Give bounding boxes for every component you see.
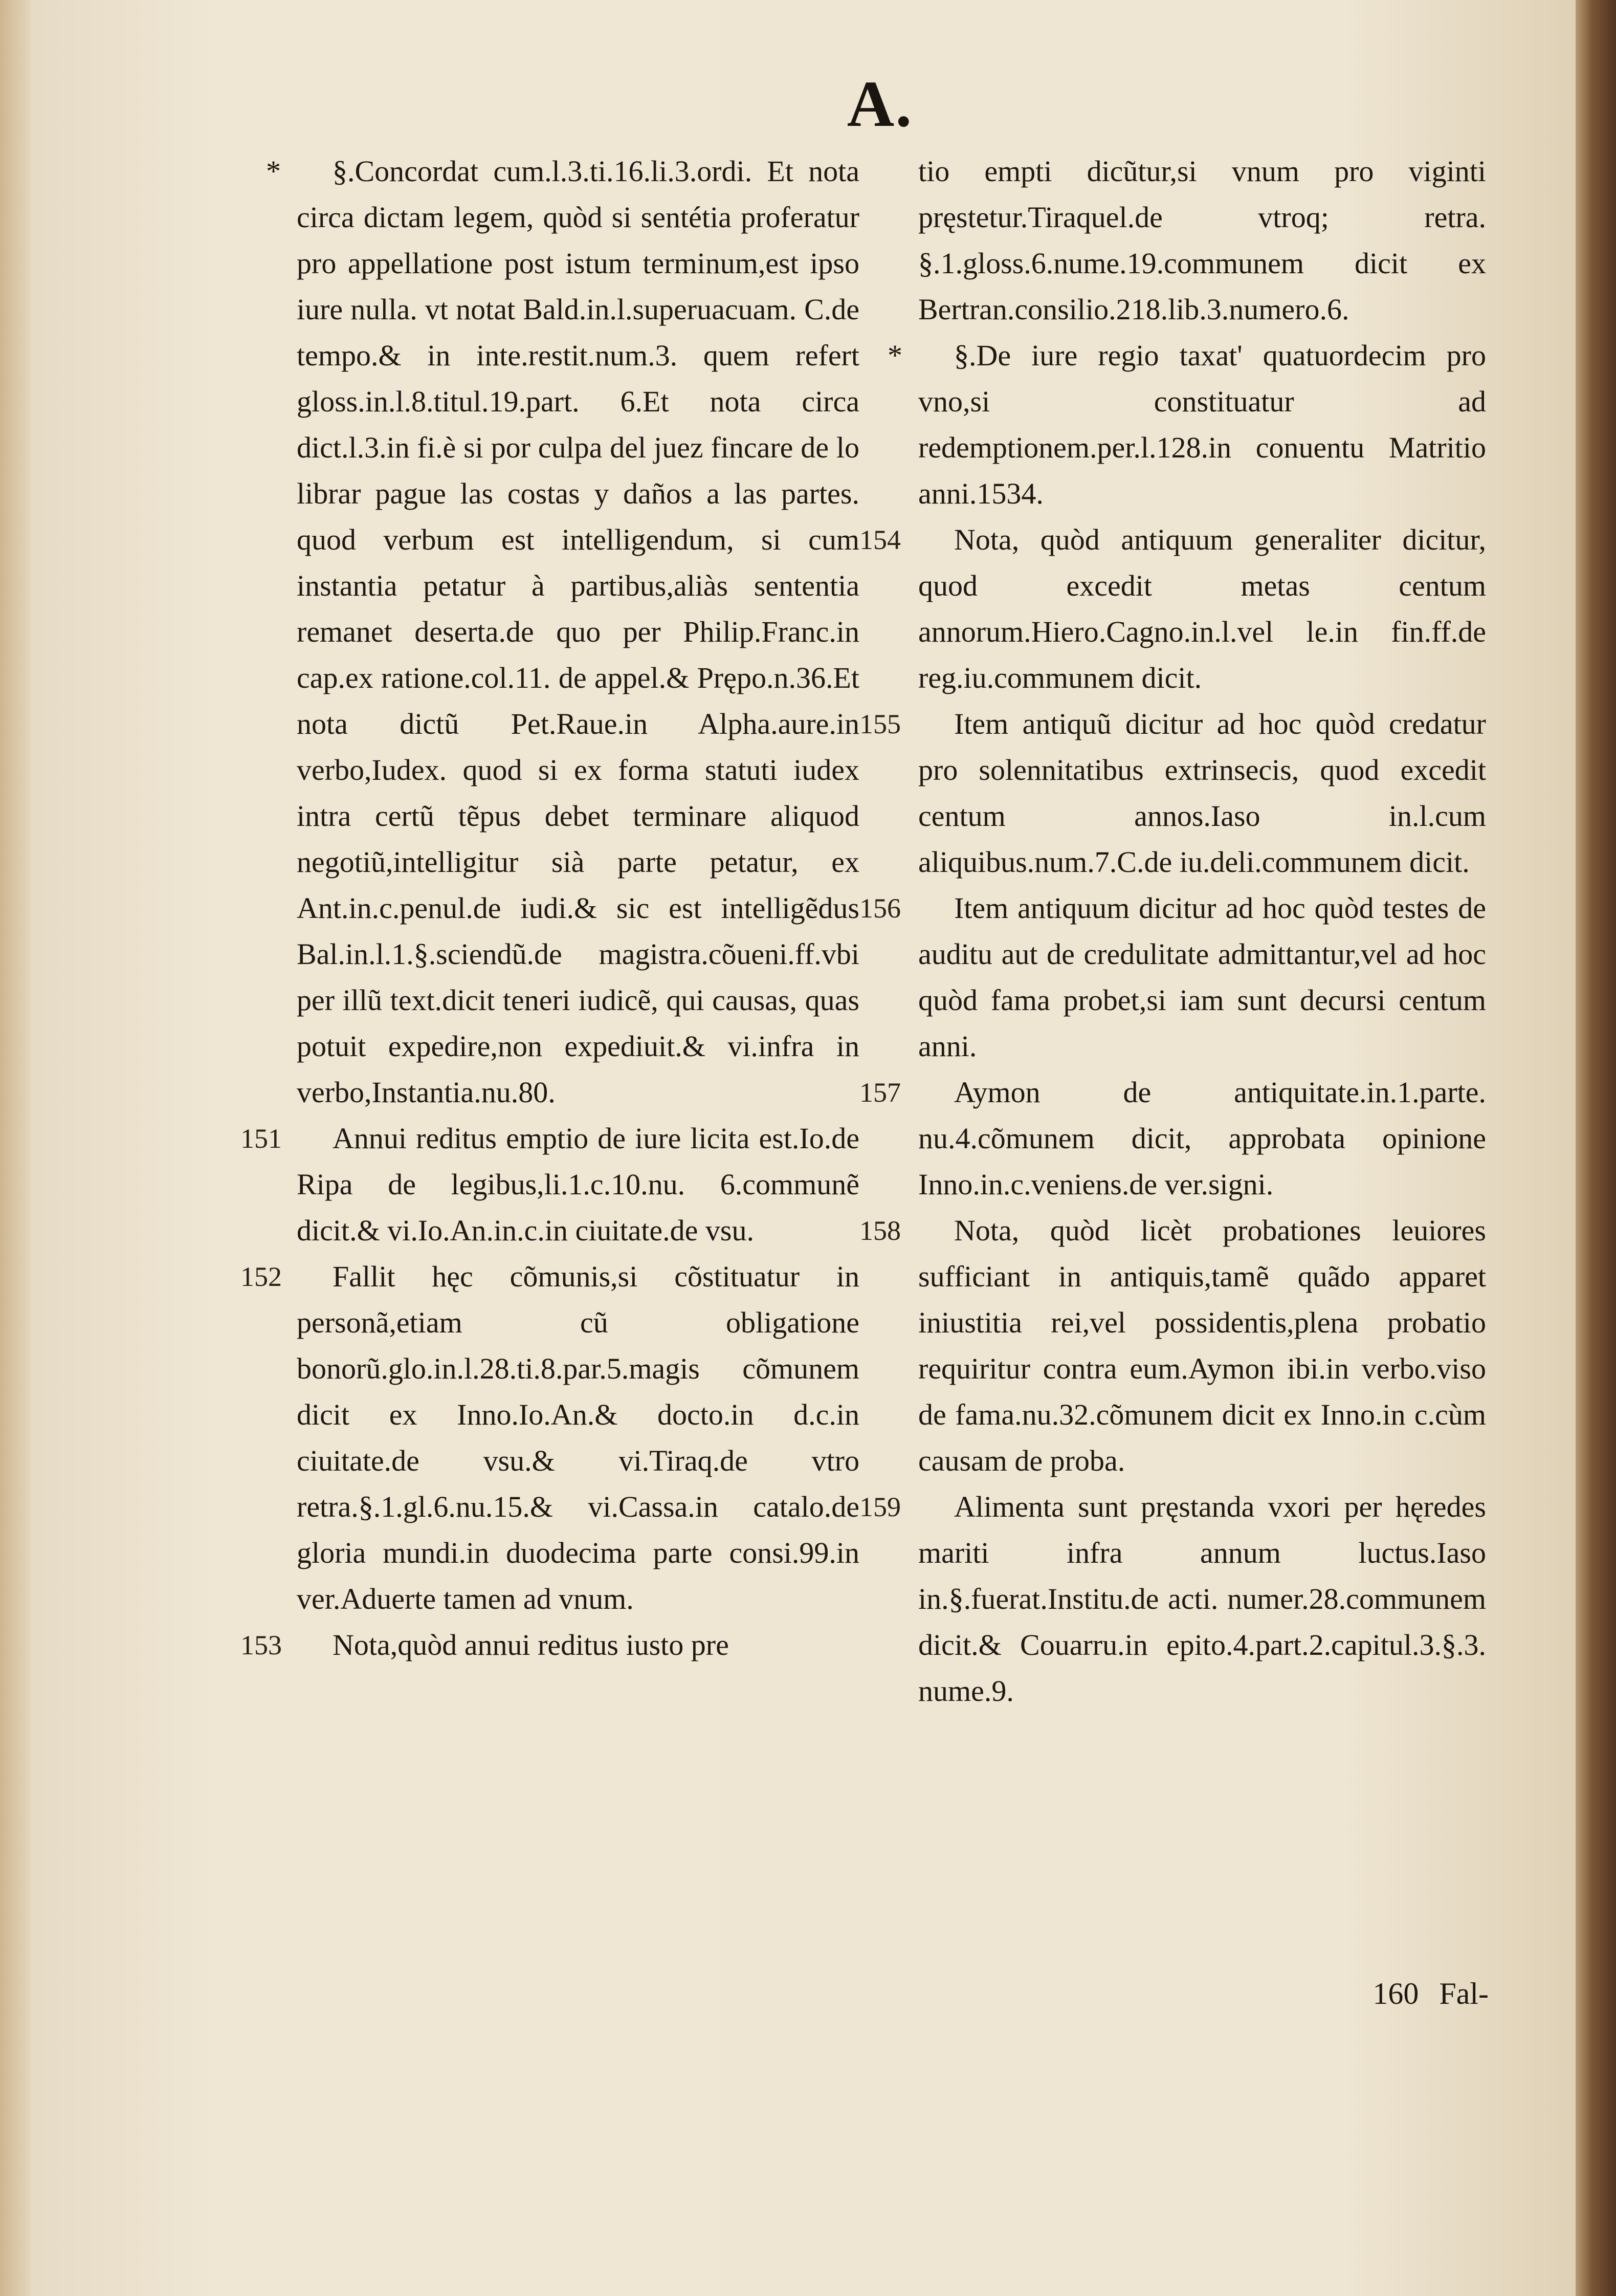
paragraph — [266, 148, 859, 1116]
paragraph — [859, 701, 1486, 885]
marginal-number: 156 — [859, 893, 901, 924]
marginal-number: 159 — [859, 1492, 901, 1522]
right-text-column — [859, 148, 1486, 1714]
paragraph-text: §.De iure regio taxat' quatuordecim pro vno,si constituatur ad redemptionem.per.l.128.in conuentu Matritio anni.1534. — [918, 339, 1486, 510]
catchword — [1335, 1976, 1489, 2011]
paragraph — [240, 1116, 859, 1254]
paragraph-text: Item antiquum dicitur ad hoc quòd testes de auditu aut de credulitate admittantur,vel ad hoc quòd fama probet,si iam sunt decursi centum anni. — [918, 891, 1486, 1063]
paragraph — [859, 517, 1486, 701]
marginal-number: 157 — [859, 1077, 901, 1108]
catchword-word: Fal- — [1439, 1977, 1489, 2010]
page-gutter — [0, 0, 31, 2296]
paragraph-text: Nota, quòd licèt probationes leuiores sufficiant in antiquis,tamẽ quãdo apparet iniustitia rei,vel possidentis,plena probatio requiritur contra eum.Aymon ibi.in verbo.viso de fama.nu.32.cõmunem dicit ex Inno.in c.cùm causam de proba. — [918, 1214, 1486, 1477]
paragraph-text: Nota,quòd annui reditus iusto pre — [333, 1628, 729, 1661]
asterisk-mark: * — [266, 155, 281, 188]
marginal-number: 155 — [859, 709, 901, 739]
paragraph-text: Item antiquũ dicitur ad hoc quòd credatur pro solennitatibus extrinsecis, quod excedit centum annos.Iaso in.l.cum aliquibus.num.7.C.de iu.deli.communem dicit. — [918, 707, 1486, 879]
paragraph — [859, 1069, 1486, 1208]
paragraph-text: §.Concordat cum.l.3.ti.16.li.3.ordi. Et nota circa dictam legem, quòd si sentétia proferatur pro appellatione post istum terminum,est ipso iure nulla. vt notat Bald.in.l.superuacuam. C.de tempo.& in inte.restit.num.3. quem refert gloss.in.l.8.titul.19.part. 6.Et nota circa dict.l.3.in fi.è si por culpa del juez fincare de lo librar pague las costas y daños a las partes. quod verbum est intelligendum, si cum instantia petatur à partibus,aliàs sententia remanet deserta.de quo per Philip.Franc.in cap.ex ratione.col.11. de appel.& Prępo.n.36.Et nota dictũ Pet.Raue.in Alpha.aure.in verbo,Iudex. quod si ex forma statuti iudex intra certũ tẽpus debet terminare aliquod negotiũ,intelligitur sià parte petatur, ex Ant.in.c.penul.de iudi.& sic est intelligẽdus Bal.in.l.1.§.sciendũ.de magistra.cõueni.ff.vbi per illũ text.dicit teneri iudicẽ, qui causas, quas potuit expedire,non expediuit.& vi.infra in verbo,Instantia.nu.80. — [297, 155, 859, 1109]
paragraph — [888, 333, 1486, 517]
paragraph-text: Annui reditus emptio de iure licita est.Io.de Ripa de legibus,li.1.c.10.nu. 6.communẽ dicit.& vi.Io.An.in.c.in ciuitate.de vsu. — [297, 1122, 859, 1247]
paragraph — [859, 885, 1486, 1069]
paragraph-text: Alimenta sunt pręstanda vxori per hęredes mariti infra annum luctus.Iaso in.§.fuerat.Institu.de acti. numer.28.communem dicit.& Couarru.in epito.4.part.2.capitul.3.§.3. nume.9. — [918, 1490, 1486, 1708]
left-text-column — [240, 148, 859, 1668]
paragraph — [859, 1484, 1486, 1714]
book-fore-edge — [1576, 0, 1616, 2296]
marginal-number: 152 — [240, 1261, 282, 1292]
paragraph — [240, 1622, 859, 1668]
paragraph — [859, 1208, 1486, 1484]
paragraph-text: Fallit hęc cõmunis,si cõstituatur in personã,etiam cũ obligatione bonorũ.glo.in.l.28.ti.8.par.5.magis cõmunem dicit ex Inno.Io.An.& docto.in d.c.in ciuitate.de vsu.& vi.Tiraq.de vtro retra.§.1.gl.6.nu.15.& vi.Cassa.in catalo.de gloria mundi.in duodecima parte consi.99.in ver.Aduerte tamen ad vnum. — [297, 1260, 859, 1615]
marginal-number: 158 — [859, 1215, 901, 1246]
paragraph — [240, 1254, 859, 1622]
catchword-number: 160 — [1373, 1977, 1419, 2010]
paragraph-text: Nota, quòd antiquum generaliter dicitur, quod excedit metas centum annorum.Hiero.Cagno.in.l.vel le.in fin.ff.de reg.iu.communem dicit. — [918, 523, 1486, 694]
marginal-number: 153 — [240, 1630, 282, 1660]
paragraph — [918, 148, 1486, 333]
paragraph-text: tio empti dicũtur,si vnum pro viginti pręstetur.Tiraquel.de vtroq; retra. §.1.gloss.6.nume.19.communem dicit ex Bertran.consilio.218.lib.3.numero.6. — [918, 155, 1486, 326]
asterisk-mark: * — [888, 339, 902, 372]
page-header-letter: A. — [847, 68, 913, 140]
marginal-number: 151 — [240, 1123, 282, 1154]
paragraph-text: Aymon de antiquitate.in.1.parte. nu.4.cõmunem dicit, approbata opinione Inno.in.c.veniens.de ver.signi. — [918, 1076, 1486, 1201]
marginal-number: 154 — [859, 524, 901, 555]
